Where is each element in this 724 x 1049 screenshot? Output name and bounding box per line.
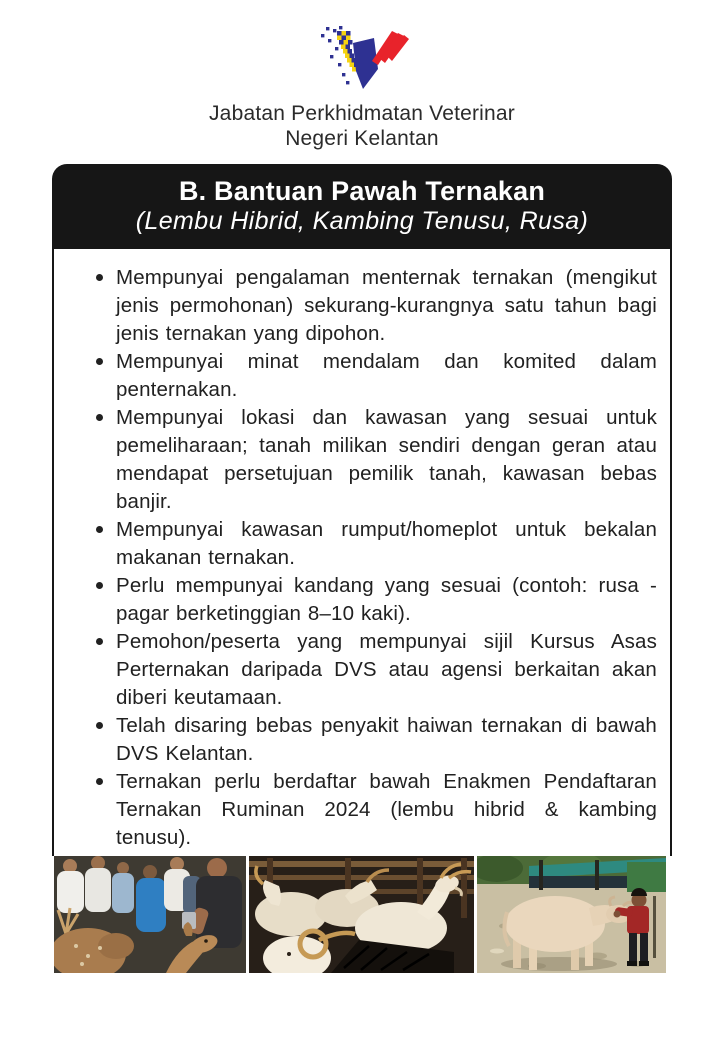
org-name xyxy=(0,101,724,151)
goats-pen-photo xyxy=(249,856,474,973)
org-name-line1: Jabatan Perkhidmatan Veterinar xyxy=(208,102,516,125)
cow-farm-photo xyxy=(477,856,666,973)
info-card xyxy=(52,164,672,973)
dvs-veterinar-logo-icon xyxy=(312,25,412,91)
requirement-item: Perlu mempunyai kandang yang sesuai (contoh: rusa - pagar berketinggian 8–10 kaki). xyxy=(94,572,657,628)
requirement-item: Mempunyai minat mendalam dan komited dalam penternakan. xyxy=(94,348,657,404)
requirement-item: Mempunyai lokasi dan kawasan yang sesuai untuk pemeliharaan; tanah milikan sendiri dengan geran atau mendapat persetujuan pemilik tanah, kawasan bebas banjir. xyxy=(94,404,657,516)
org-name-line2: Negeri Kelantan xyxy=(285,127,439,150)
photo-strip xyxy=(52,856,672,973)
requirement-item: Telah disaring bebas penyakit haiwan ternakan di bawah DVS Kelantan. xyxy=(94,712,657,768)
card-title: B. Bantuan Pawah Ternakan xyxy=(178,176,546,206)
card-header-banner xyxy=(52,164,672,249)
flyer-page xyxy=(0,25,724,1049)
requirement-item: Mempunyai kawasan rumput/homeplot untuk bekalan makanan ternakan. xyxy=(94,516,657,572)
card-subtitle: (Lembu Hibrid, Kambing Tenusu, Rusa) xyxy=(135,207,589,235)
requirements-list xyxy=(94,264,657,852)
card-body xyxy=(52,249,672,856)
requirement-item: Mempunyai pengalaman menternak ternakan (mengikut jenis permohonan) sekurang-kurangnya satu tahun bagi jenis ternakan yang dipohon. xyxy=(94,264,657,348)
requirement-item: Pemohon/peserta yang mempunyai sijil Kursus Asas Perternakan daripada DVS atau agensi berkaitan akan diberi keutamaan. xyxy=(94,628,657,712)
requirement-item: Ternakan perlu berdaftar bawah Enakmen Pendaftaran Ternakan Ruminan 2024 (lembu hibrid & kambing tenusu). xyxy=(94,768,657,852)
deer-feeding-photo xyxy=(54,856,246,973)
